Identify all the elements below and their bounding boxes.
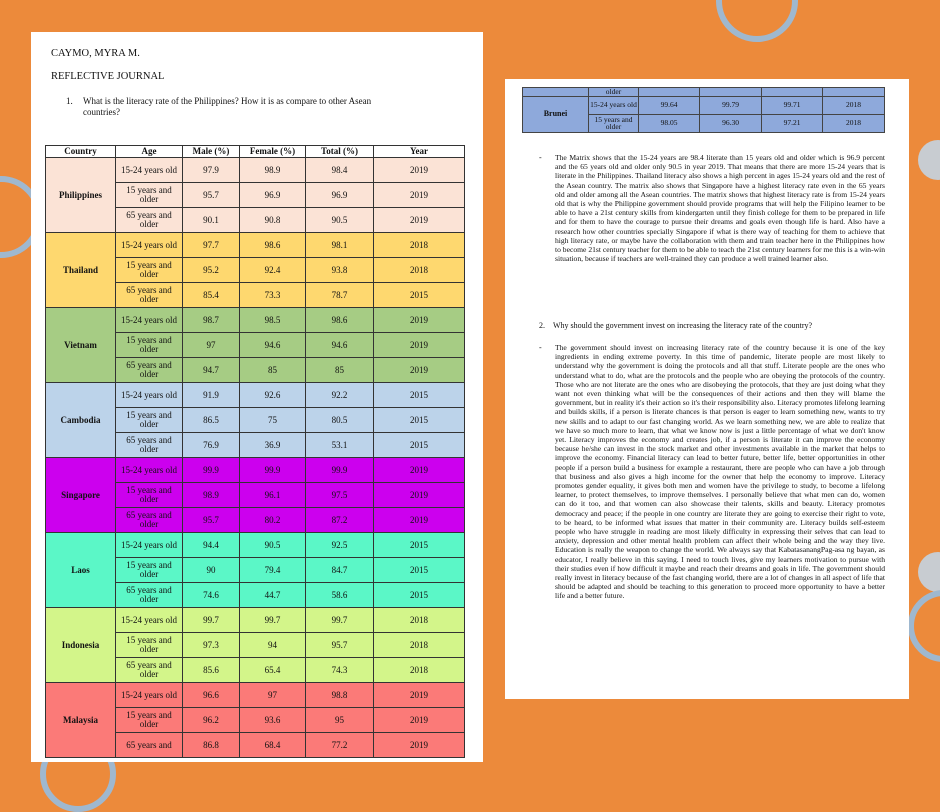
male-cell: 86.5	[183, 408, 240, 433]
male-cell: 99.64	[639, 96, 700, 114]
female-cell: 90.8	[240, 208, 306, 233]
country-cell: Malaysia	[46, 683, 116, 758]
age-cell: 15 years and older	[116, 558, 183, 583]
year-cell: 2019	[374, 483, 465, 508]
year-cell: 2019	[374, 683, 465, 708]
empty-cell	[523, 88, 589, 97]
total-cell: 99.9	[306, 458, 374, 483]
year-cell: 2019	[374, 333, 465, 358]
male-cell: 95.2	[183, 258, 240, 283]
year-cell: 2018	[374, 633, 465, 658]
male-cell: 98.05	[639, 114, 700, 132]
age-cell: 15-24 years old	[116, 533, 183, 558]
bullet-2: -	[539, 343, 542, 352]
country-cell: Brunei	[523, 96, 589, 132]
journal-page-left	[31, 32, 483, 762]
table-row	[46, 233, 465, 258]
year-cell: 2019	[374, 508, 465, 533]
age-cell: 65 years and	[116, 733, 183, 758]
female-cell: 36.9	[240, 433, 306, 458]
year-cell: 2019	[374, 183, 465, 208]
male-cell: 90.1	[183, 208, 240, 233]
empty-cell	[639, 88, 700, 97]
total-cell: 92.2	[306, 383, 374, 408]
literacy-rate-table	[45, 145, 465, 758]
empty-cell	[823, 88, 885, 97]
decorative-dot-right-top	[918, 140, 940, 180]
female-cell: 44.7	[240, 583, 306, 608]
age-cell: 15-24 years old	[116, 458, 183, 483]
author-name: CAYMO, MYRA M.	[51, 48, 140, 59]
age-cell: 65 years and older	[116, 208, 183, 233]
age-cell: 65 years and older	[116, 283, 183, 308]
age-cell: 15-24 years old	[116, 308, 183, 333]
male-cell: 97.9	[183, 158, 240, 183]
male-cell: 96.2	[183, 708, 240, 733]
year-cell: 2019	[374, 308, 465, 333]
age-cell: 65 years and older	[116, 433, 183, 458]
male-cell: 95.7	[183, 508, 240, 533]
female-cell: 75	[240, 408, 306, 433]
male-cell: 99.9	[183, 458, 240, 483]
female-cell: 98.9	[240, 158, 306, 183]
year-cell: 2015	[374, 283, 465, 308]
age-cell: 15-24 years old	[116, 608, 183, 633]
country-cell: Cambodia	[46, 383, 116, 458]
total-cell: 95	[306, 708, 374, 733]
age-cell: 65 years and older	[116, 658, 183, 683]
female-cell: 97	[240, 683, 306, 708]
total-cell: 98.8	[306, 683, 374, 708]
total-cell: 97.5	[306, 483, 374, 508]
female-cell: 80.2	[240, 508, 306, 533]
table-row	[46, 308, 465, 333]
table-header-row	[46, 146, 465, 158]
paragraph-government-investment: The government should invest on increasing literacy rate of the country because it is one of the key ingredients in ending extreme poverty. In this time of pandemic, literate people are most likely to understand why the government is doing the protocols and all that stuff. Literate people are the ones who understand what to do, what are the protocols and the people who are obeying the protocols of the country. Those who are not literate are the ones who are disobeying the protocols, that they are just doing what they want not even thinking what will be the consequences of their actions and then they will blame the government, but in reality it's their action so it's their responsibility also. Literacy promotes lifelong learning and builds skills, if a person is literate chances is that person is eager to learn something new, wants to try new skills and to adapt to our fast changing world. As we learn something new, we are able to realize that we have so much more to learn, that what we know now is just a little percentage of what we don't know yet. Literacy improves the economy and creates job, if a person is literate it can improve the economy because he/she can invest in the stock market and other investments available in the market that helps to improve the economy. Financial literacy can lead to better future, better life, better opportunities in other people if a person build a business for example a restaurant, there are people who can have a job through that business and also gives a high income for the owner that help the economy to improve. Literacy promotes gender equality, it gives both men and women have the privilege to study, to become a lifelong learner, to protect themselves, to improve themselves. I personally believe that what men can do, women can do it too, and that women can also showcase their talents, skills and beauty. Literacy promotes democracy and peace; if the people in one country are literate they are going to exercise their right to vote, to be heard, to be informed what issues that matter in their community are. Literacy builds self-esteem people who have struggle in reading are most likely difficulty in expressing their selves that can lead to anxiety, depression and other mental health problem can affect their whole being and the way they live. Education is really the weapon to change the world. We always say that KabatasanangPag-asa ng bayan, as educator, I really believe in this saying. I need to touch lives, give my learners motivation to pursue with their studies even if how difficult it maybe and reach their dreams and goals in life. The government should really invest in literacy because of the fast changing world, there are a lot of changes in all aspect of life that should be adapted and should be teaching to this generation to proceed more opportunity to have a better life and a better future.	[555, 343, 885, 601]
country-cell: Singapore	[46, 458, 116, 533]
decorative-dot-right-bottom	[918, 552, 940, 592]
header-female: Female (%)	[240, 146, 306, 158]
female-cell: 96.30	[700, 114, 762, 132]
male-cell: 90	[183, 558, 240, 583]
year-cell: 2019	[374, 158, 465, 183]
male-cell: 86.8	[183, 733, 240, 758]
header-total: Total (%)	[306, 146, 374, 158]
total-cell: 92.5	[306, 533, 374, 558]
question1-text	[83, 96, 473, 117]
age-cell: 15 years and older	[116, 633, 183, 658]
question2-text: Why should the government invest on increasing the literacy rate of the country?	[553, 321, 813, 330]
total-cell: 90.5	[306, 208, 374, 233]
female-cell: 94	[240, 633, 306, 658]
male-cell: 95.7	[183, 183, 240, 208]
total-cell: 94.6	[306, 333, 374, 358]
header-year: Year	[374, 146, 465, 158]
header-male: Male (%)	[183, 146, 240, 158]
header-country: Country	[46, 146, 116, 158]
age-cell: 15 years and older	[116, 408, 183, 433]
female-cell: 73.3	[240, 283, 306, 308]
male-cell: 97.3	[183, 633, 240, 658]
total-cell: 58.6	[306, 583, 374, 608]
total-cell: 98.6	[306, 308, 374, 333]
male-cell: 94.7	[183, 358, 240, 383]
male-cell: 99.7	[183, 608, 240, 633]
female-cell: 96.1	[240, 483, 306, 508]
female-cell: 94.6	[240, 333, 306, 358]
empty-cell	[700, 88, 762, 97]
brunei-top-row	[523, 88, 885, 97]
total-cell: 98.4	[306, 158, 374, 183]
year-cell: 2018	[374, 233, 465, 258]
empty-cell	[762, 88, 823, 97]
total-cell: 99.71	[762, 96, 823, 114]
question2-number: 2.	[539, 321, 545, 330]
total-cell: 77.2	[306, 733, 374, 758]
female-cell: 93.6	[240, 708, 306, 733]
journal-page-right	[505, 79, 909, 699]
year-cell: 2018	[374, 658, 465, 683]
year-cell: 2018	[374, 608, 465, 633]
country-cell: Philippines	[46, 158, 116, 233]
total-cell: 99.7	[306, 608, 374, 633]
female-cell: 98.5	[240, 308, 306, 333]
question1-line2: countries?	[83, 106, 120, 117]
total-cell: 74.3	[306, 658, 374, 683]
male-cell: 97.7	[183, 233, 240, 258]
age-cell: 15 years and older	[116, 708, 183, 733]
male-cell: 91.9	[183, 383, 240, 408]
age-cell: 15-24 years old	[116, 158, 183, 183]
country-cell: Indonesia	[46, 608, 116, 683]
year-cell: 2015	[374, 533, 465, 558]
male-cell: 94.4	[183, 533, 240, 558]
age-cell: 15 years and older	[116, 258, 183, 283]
year-cell: 2015	[374, 408, 465, 433]
female-cell: 96.9	[240, 183, 306, 208]
age-cell: 15 years and older	[116, 183, 183, 208]
question1-number: 1.	[66, 96, 73, 106]
female-cell: 99.9	[240, 458, 306, 483]
year-cell: 2018	[374, 258, 465, 283]
country-cell: Laos	[46, 533, 116, 608]
year-cell: 2019	[374, 733, 465, 758]
table-row	[46, 608, 465, 633]
age-cell: 15 years and older	[116, 333, 183, 358]
female-cell: 99.79	[700, 96, 762, 114]
age-cell: 65 years and older	[116, 583, 183, 608]
brunei-table	[522, 87, 885, 133]
age-cell: 15 years and older	[116, 483, 183, 508]
paragraph-matrix-analysis: The Matrix shows that the 15-24 years are 98.4 literate than 15 years old and older which is 96.9 percent and the 65 years old and older only 90.5 in year 2019. That means that there are more 15-24 years that is literate in the Philippines. Thailand literacy also shows a high percent in ages 15-24 years old and the rest of the Asean country. The matrix also shows that Singapore have a highest literacy rate even in the 65 years old and older among all the Asean countries. The matrix shows that highest literacy rate is from 15-24 years old that is why the Philippine government should provide programs that will help the Filipino learner to be able to have a 21st century skills from kindergarten until they finish college for them to be prepared in life and for them to have the courage to pursue their dreams and goals even though life is hard. Also have a research how other countries specially Singapore if what is there way of teaching for them to achieve that high literacy rate, or maybe have the collaboration with them and train teacher here in the Philippines how to become 21st century teacher for them to be able to teach the 21st century learners for me this is a win-win situation, because if teachers are well-trained they can produce a well trained learner also.	[555, 153, 886, 264]
age-cell: 15-24 years old	[116, 233, 183, 258]
year-cell: 2015	[374, 383, 465, 408]
male-cell: 76.9	[183, 433, 240, 458]
age-cell: 15-24 years old	[116, 683, 183, 708]
year-cell: 2018	[823, 96, 885, 114]
total-cell: 97.21	[762, 114, 823, 132]
country-cell: Vietnam	[46, 308, 116, 383]
age-cell: 65 years and older	[116, 508, 183, 533]
decorative-ring-right-bottom	[908, 590, 940, 662]
female-cell: 92.4	[240, 258, 306, 283]
male-cell: 85.4	[183, 283, 240, 308]
age-cell: older	[589, 88, 639, 97]
total-cell: 96.9	[306, 183, 374, 208]
total-cell: 93.8	[306, 258, 374, 283]
decorative-ring-top-right	[716, 0, 798, 42]
female-cell: 99.7	[240, 608, 306, 633]
male-cell: 97	[183, 333, 240, 358]
year-cell: 2019	[374, 358, 465, 383]
female-cell: 85	[240, 358, 306, 383]
age-cell: 15-24 years old	[589, 96, 639, 114]
table-row	[46, 533, 465, 558]
year-cell: 2019	[374, 708, 465, 733]
female-cell: 98.6	[240, 233, 306, 258]
table-row	[46, 458, 465, 483]
header-age: Age	[116, 146, 183, 158]
male-cell: 74.6	[183, 583, 240, 608]
female-cell: 92.6	[240, 383, 306, 408]
year-cell: 2015	[374, 583, 465, 608]
total-cell: 85	[306, 358, 374, 383]
male-cell: 85.6	[183, 658, 240, 683]
female-cell: 68.4	[240, 733, 306, 758]
bullet-1: -	[539, 153, 542, 162]
male-cell: 98.7	[183, 308, 240, 333]
table-row	[46, 383, 465, 408]
age-cell: 15 years and older	[589, 114, 639, 132]
year-cell: 2015	[374, 433, 465, 458]
female-cell: 90.5	[240, 533, 306, 558]
age-cell: 65 years and older	[116, 358, 183, 383]
year-cell: 2019	[374, 458, 465, 483]
total-cell: 80.5	[306, 408, 374, 433]
country-cell: Thailand	[46, 233, 116, 308]
table-row	[46, 683, 465, 708]
question1-line1: What is the literacy rate of the Philippines? How it is as compare to other Asean	[83, 96, 372, 106]
female-cell: 65.4	[240, 658, 306, 683]
total-cell: 84.7	[306, 558, 374, 583]
journal-title: REFLECTIVE JOURNAL	[51, 71, 165, 82]
age-cell: 15-24 years old	[116, 383, 183, 408]
male-cell: 98.9	[183, 483, 240, 508]
year-cell: 2019	[374, 208, 465, 233]
brunei-row	[523, 96, 885, 114]
total-cell: 87.2	[306, 508, 374, 533]
table-row	[46, 158, 465, 183]
female-cell: 79.4	[240, 558, 306, 583]
total-cell: 53.1	[306, 433, 374, 458]
total-cell: 98.1	[306, 233, 374, 258]
year-cell: 2018	[823, 114, 885, 132]
year-cell: 2015	[374, 558, 465, 583]
total-cell: 78.7	[306, 283, 374, 308]
male-cell: 96.6	[183, 683, 240, 708]
total-cell: 95.7	[306, 633, 374, 658]
